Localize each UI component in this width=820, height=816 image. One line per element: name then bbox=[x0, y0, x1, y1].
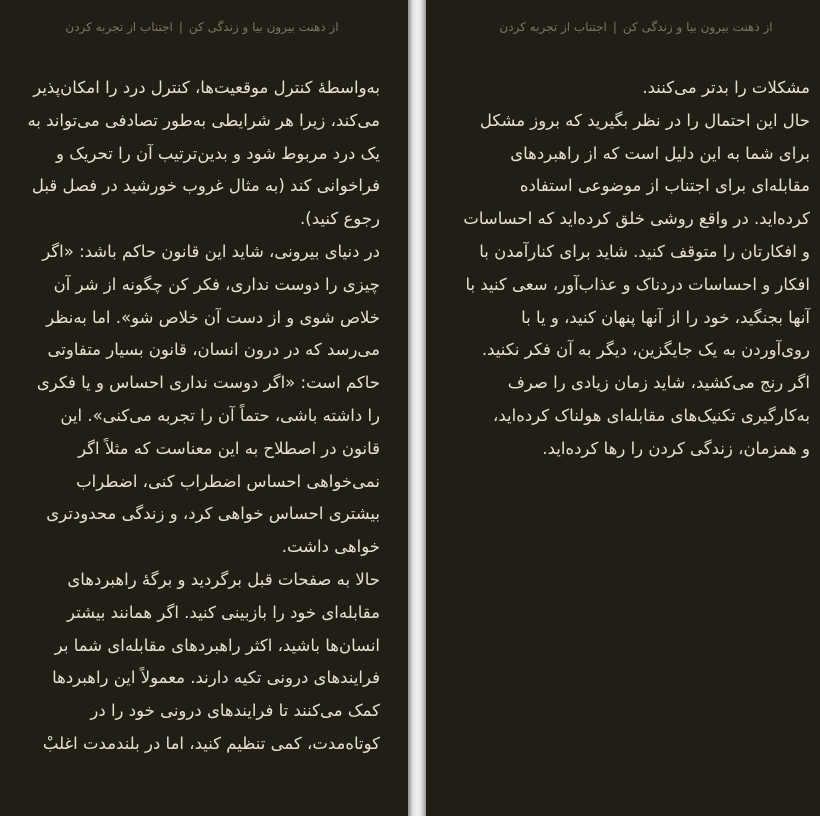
text-line: و افکارتان را متوقف کنید. شاید برای کنارآمدن با bbox=[479, 241, 810, 261]
text-line: حال این احتمال را در نظر بگیرید که بروز مشکل bbox=[479, 110, 810, 130]
text-line: روی‌آوردن به یک جایگزین، دیگر به آن فکر نکنید. bbox=[481, 340, 810, 360]
text-line: مشکلات را بدتر می‌کنند. bbox=[642, 78, 810, 97]
header-separator: | bbox=[612, 20, 617, 34]
text-line: خواهی داشت. bbox=[281, 537, 380, 557]
text-line: چیزی را دوست نداری، فکر کن چگونه از شر آن bbox=[53, 274, 380, 294]
header-book-title: از ذهنت بیرون بیا و زندگی کن bbox=[622, 20, 773, 34]
text-line: می‌رسد که در درون انسان، قانون بسیار متفاوتی bbox=[47, 340, 380, 360]
text-line: افکار و احساسات دردناک و عذاب‌آور، سعی کنید با bbox=[465, 274, 810, 294]
text-line: به‌کارگیری تکنیک‌های مقابله‌ای هولناک کرده‌اید، bbox=[493, 405, 810, 425]
right-page[interactable] bbox=[426, 0, 820, 816]
text-line: نمی‌خواهی احساس اضطراب کنی، اضطراب bbox=[76, 471, 380, 491]
header-separator: | bbox=[178, 20, 183, 34]
text-line: رجوع کنید). bbox=[300, 209, 380, 229]
text-line: کرده‌اید. در واقع روشی خلق کرده‌اید که احساسات bbox=[463, 209, 810, 229]
text-line: مقابله‌ای خود را بازبینی کنید. اگر همانند بیشتر bbox=[67, 602, 380, 622]
header-chapter-title: اجتناب از تجربه کردن bbox=[65, 20, 173, 34]
left-page[interactable] bbox=[0, 0, 408, 816]
text-line: کمک می‌کنند تا فرایندهای درونی خود را در bbox=[90, 701, 380, 721]
text-line: در دنیای بیرونی، شاید این قانون حاکم باشد: «اگر bbox=[42, 241, 380, 261]
text-line: مقابله‌ای برای اجتناب از موضوعی استفاده bbox=[519, 176, 810, 196]
text-line: بیشتری احساس خواهی کرد، و زندگی محدودتری bbox=[46, 504, 380, 524]
header-chapter-title: اجتناب از تجربه کردن bbox=[499, 20, 607, 34]
text-line: حالا به صفحات قبل برگردید و برگهٔ راهبردهای bbox=[67, 569, 380, 589]
text-line: را داشته باشی، حتماً آن را تجربه می‌کنی». این bbox=[60, 405, 380, 425]
text-line: به‌واسطهٔ کنترل موقعیت‌ها، کنترل درد را امکان‌پذیر bbox=[33, 78, 380, 97]
text-line: یک درد مربوط شود و بدین‌ترتیب آن را تحریک و bbox=[55, 143, 380, 163]
running-header-right bbox=[460, 20, 812, 34]
text-line: کوتاه‌مدت، کمی تنظیم کنید، اما در بلندمدت اغلبْ bbox=[42, 733, 380, 753]
right-page-body bbox=[440, 72, 810, 466]
header-book-title: از ذهنت بیرون بیا و زندگی کن bbox=[188, 20, 339, 34]
running-header-left bbox=[24, 20, 380, 34]
text-line: فراخوانی کند (به مثال غروب خورشید در فصل قبل bbox=[31, 176, 380, 196]
text-line: می‌کند، زیرا هر شرایطی به‌طور تصادفی می‌تواند به bbox=[27, 110, 380, 130]
text-line: آنها بجنگید، خود را از آنها پنهان کنید، و یا با bbox=[521, 307, 810, 327]
text-line: انسان‌ها باشید، اکثر راهبردهای مقابله‌ای شما بر bbox=[54, 635, 380, 655]
page-gutter bbox=[408, 0, 426, 816]
text-line: و همزمان، زندگی کردن را رها کرده‌اید. bbox=[542, 438, 810, 458]
text-line: خلاص شوی و از دست آن خلاص شو». اما به‌نظر bbox=[46, 307, 380, 327]
text-line: اگر رنج می‌کشید، شاید زمان زیادی را صرف bbox=[507, 373, 810, 393]
text-line: برای شما به این دلیل است که از راهبردهای bbox=[510, 143, 810, 163]
text-line: قانون در اصطلاح به این معناست که مثلاً اگر bbox=[78, 438, 380, 458]
text-line: فرایندهای درونی تکیه دارند. معمولاً این راهبردها bbox=[52, 668, 380, 688]
text-line: حاکم است: «اگر دوست نداری احساس و یا فکری bbox=[36, 373, 380, 393]
left-page-body bbox=[20, 72, 380, 761]
